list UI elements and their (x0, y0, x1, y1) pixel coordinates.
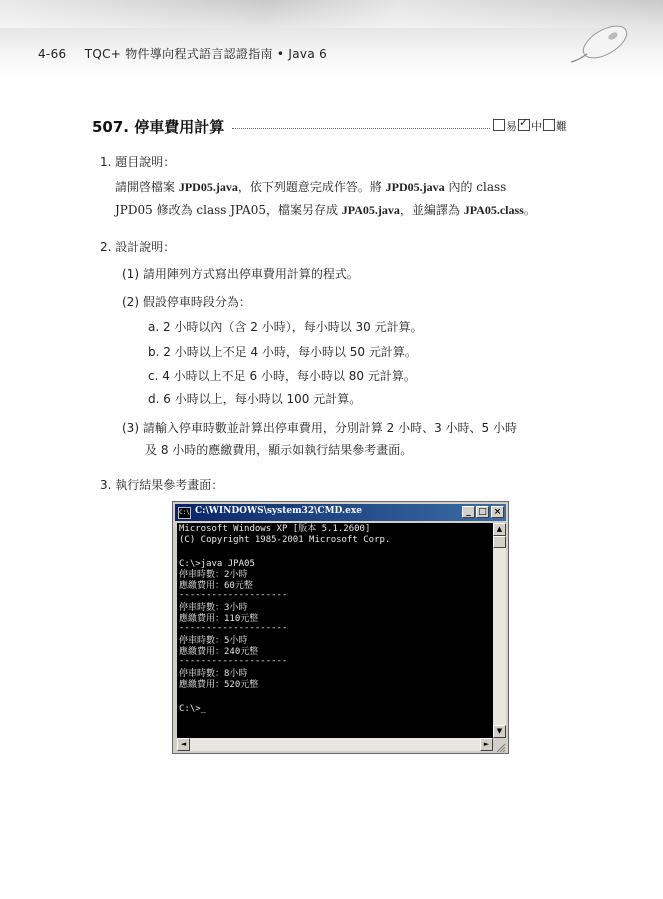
text: JPD05 修改為 class JPA05，檔案另存成 (115, 203, 342, 217)
section-3-heading: 3. 執行結果參考畫面： (100, 478, 224, 492)
console-window (172, 501, 509, 754)
console-line: C:\>java JPA05 (179, 559, 255, 569)
vertical-scrollbar[interactable] (493, 523, 506, 738)
section-1-line-1 (115, 176, 506, 198)
scroll-left-icon[interactable]: ◄ (177, 738, 190, 751)
checkbox-hard (543, 119, 555, 131)
filename: JPA05.java (341, 203, 400, 217)
minimize-button[interactable]: _ (462, 506, 475, 518)
console-line: 停車時數：2小時 (179, 570, 248, 580)
horizontal-scrollbar[interactable] (177, 738, 493, 751)
filename: JPD05.java (385, 180, 445, 194)
design-sub-d: d. 6 小時以上，每小時以 100 元計算。 (148, 392, 362, 406)
text: 請開啓檔案 (115, 180, 179, 194)
design-item-2: (2) 假設停車時段分為： (122, 295, 251, 309)
console-line: 應繳費用：240元整 (179, 647, 259, 657)
filename: JPD05.java (178, 180, 238, 194)
section-1-line-2 (115, 199, 536, 221)
scroll-down-icon[interactable]: ▼ (493, 725, 506, 738)
console-output (177, 523, 493, 738)
page-header (0, 0, 663, 80)
difficulty-selector (492, 118, 567, 134)
mouse-icon (565, 10, 635, 70)
design-sub-c: c. 4 小時以上不足 6 小時，每小時以 80 元計算。 (148, 369, 416, 383)
console-line: 應繳費用：520元整 (179, 680, 259, 690)
difficulty-hard-label: 難 (556, 120, 567, 133)
checkbox-easy (493, 119, 505, 131)
cmd-icon: C:\ (178, 507, 191, 519)
resize-grip-icon[interactable] (493, 738, 506, 751)
scroll-up-icon[interactable]: ▲ (493, 523, 506, 536)
console-line: 停車時數：3小時 (179, 603, 248, 613)
design-item-3-line-1: (3) 請輸入停車時數並計算出停車費用，分別計算 2 小時、3 小時、5 小時 (122, 421, 517, 435)
console-line: Microsoft Windows XP [版本 5.1.2600] (179, 524, 371, 534)
console-line: 應繳費用：110元整 (179, 614, 259, 624)
console-title: C:\WINDOWS\system32\CMD.exe (195, 506, 362, 516)
maximize-button[interactable]: □ (476, 506, 489, 518)
console-line: -------------------- (179, 590, 288, 600)
header-decoration (0, 0, 663, 28)
design-sub-b: b. 2 小時以上不足 4 小時，每小時以 50 元計算。 (148, 345, 417, 359)
section-2-heading: 2. 設計說明： (100, 240, 176, 254)
filename: JPA05.class (463, 203, 524, 217)
console-line: (C) Copyright 1985-2001 Microsoft Corp. (179, 535, 391, 545)
design-sub-a: a. 2 小時以內（含 2 小時），每小時以 30 元計算。 (148, 320, 423, 334)
problem-title-row (92, 116, 582, 136)
checkbox-medium (518, 119, 530, 131)
problem-title: 507. 停車費用計算 (92, 118, 225, 136)
header-text (38, 45, 327, 62)
scroll-right-icon[interactable]: ► (480, 738, 493, 751)
text: ，依下列題意完成作答。將 (237, 180, 386, 194)
text: ，並編譯為 (399, 203, 464, 217)
console-line: -------------------- (179, 623, 288, 633)
scroll-thumb[interactable] (493, 536, 506, 548)
console-line: C:\>_ (179, 704, 207, 714)
design-item-3-line-2: 及 8 小時的應繳費用，顯示如執行結果參考畫面。 (145, 443, 413, 457)
console-line: 停車時數：5小時 (179, 636, 248, 646)
page-number: 4-66 (38, 47, 67, 61)
console-line: 應繳費用：60元整 (179, 581, 253, 591)
difficulty-easy-label: 易 (506, 120, 517, 133)
text: 。 (523, 203, 536, 217)
difficulty-medium-label: 中 (531, 120, 542, 133)
leader-dots (232, 128, 490, 129)
console-line: -------------------- (179, 656, 288, 666)
book-title: TQC+ 物件導向程式語言認證指南 • Java 6 (84, 47, 328, 61)
close-button[interactable]: × (491, 506, 504, 518)
design-item-1: (1) 請用陣列方式寫出停車費用計算的程式。 (122, 267, 359, 281)
text: 內的 class (444, 180, 507, 194)
console-line: 停車時數：8小時 (179, 669, 248, 679)
section-1-heading: 1. 題目說明： (100, 155, 176, 169)
console-title-bar (175, 504, 506, 521)
